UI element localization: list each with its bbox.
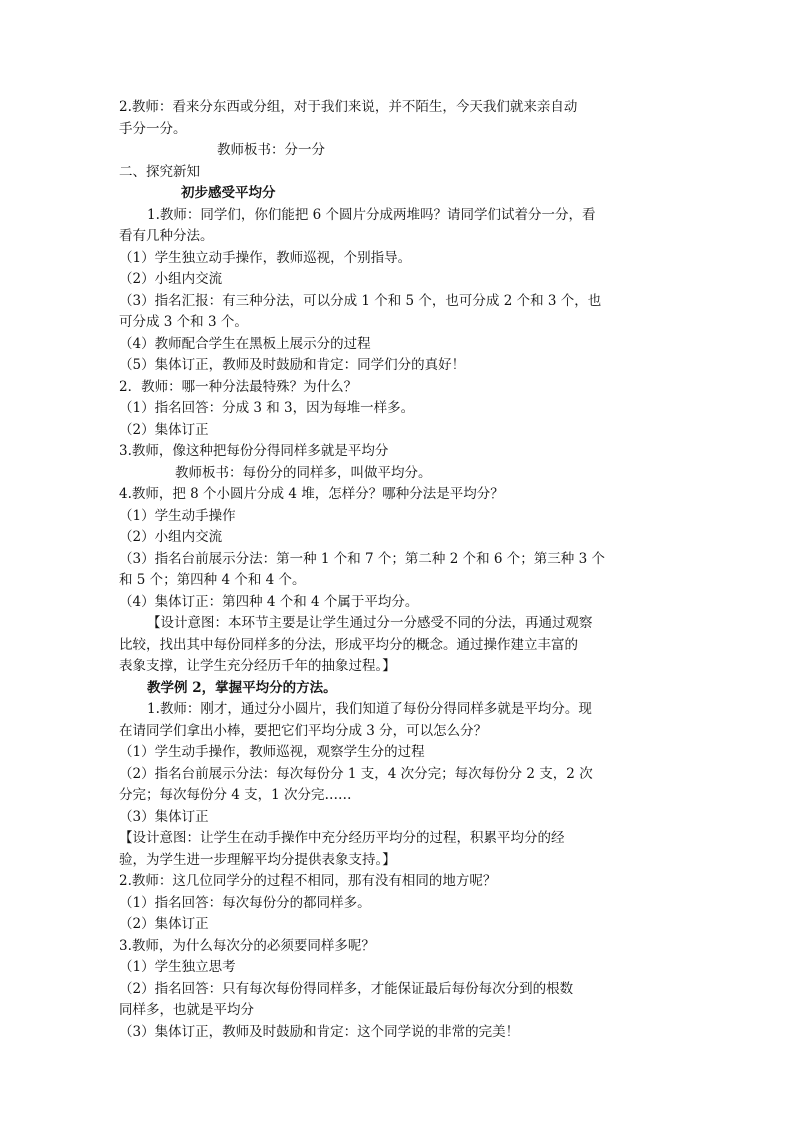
design-intent-note: 表象支撑，让学生充分经历千年的抽象过程。】 [119,658,396,674]
text-line: 分完；每次每份分 4 支，1 次分完…… [119,787,352,803]
text-line: 1.教师：同学们，你们能把 6 个圆片分成两堆吗？请同学们试着分一分，看 [147,206,596,223]
text-line: （1）学生动手操作，教师巡视，观察学生分的过程 [119,744,425,760]
text-line: 2．教师：哪一种分法最特殊？为什么？ [119,378,358,395]
text-line: 看有几种分法。 [119,228,214,244]
text-line: （3）集体订正 [119,808,209,825]
text-line: 2.教师：看来分东西或分组，对于我们来说，并不陌生，今天我们就来亲自动 [119,99,578,115]
document-page [119,97,679,1043]
design-intent-note: 【设计意图：本环节主要是让学生通过分一分感受不同的分法，再通过观察 [147,615,593,631]
text-line: （2）集体订正 [119,916,209,932]
design-intent-note: 比较，找出其中每份同样多的分法，形成平均分的概念。通过操作建立丰富的 [119,636,578,653]
board-writing: 教师板书：分一分 [217,142,325,158]
board-writing: 教师板书：每份分的同样多，叫做平均分。 [175,464,432,481]
text-line: （1）学生动手操作 [119,507,236,524]
text-line: （4）教师配合学生在黑板上展示分的过程 [119,335,371,352]
text-line: 3.教师，像这种把每份分得同样多就是平均分 [119,443,389,459]
text-line: 手分一分。 [119,120,187,137]
section-heading: 二、探究新知 [119,163,200,180]
subsection-heading: 初步感受平均分 [181,185,276,201]
text-line: （2）小组内交流 [119,271,223,287]
text-line: 可分成 3 个和 3 个。 [119,314,248,330]
text-line: 在请同学们拿出小棒，要把它们平均分成 3 分，可以怎么分？ [119,722,488,739]
text-line: 1.教师：刚才，通过分小圆片，我们知道了每份分得同样多就是平均分。现 [147,701,592,717]
text-line: （1）学生独立思考 [119,959,236,975]
text-line: （4）集体订正：第四种 4 个和 4 个属于平均分。 [119,593,419,610]
text-line: 3.教师，为什么每次分的必须要同样多呢？ [119,937,375,954]
text-line: 同样多，也就是平均分 [119,1002,254,1018]
text-line: （3）指名汇报：有三种分法，可以分成 1 个和 5 个，也可分成 2 个和 3 个，也 [119,292,602,309]
text-line: 4.教师，把 8 个小圆片分成 4 堆，怎样分？哪种分法是平均分？ [119,486,504,502]
text-line: （3）指名台前展示分法：第一种 1 个和 7 个；第二种 2 个和 6 个；第三种 3 个 [119,550,605,567]
design-intent-note: 验，为学生进一步理解平均分提供表象支持。】 [119,851,396,868]
text-line: （2）指名台前展示分法：每次每份分 1 支，4 次分完；每次每份分 2 支，2 次 [119,765,593,782]
text-line: （1）学生独立动手操作，教师巡视，个别指导。 [119,249,412,266]
text-line: （1）指名回答：分成 3 和 3，因为每堆一样多。 [119,400,415,416]
text-line: 2.教师：这几位同学分的过程不相同，那有没有相同的地方呢？ [119,873,497,889]
text-line: （2）指名回答：只有每次每份得同样多，才能保证最后每份每次分到的根数 [119,980,574,997]
text-line: （2）小组内交流 [119,529,223,545]
text-line: （2）集体订正 [119,421,209,438]
subsection-heading: 教学例 2，掌握平均分的方法。 [147,679,337,696]
text-line: （3）集体订正，教师及时鼓励和肯定：这个同学说的非常的完美！ [119,1023,520,1040]
design-intent-note: 【设计意图：让学生在动手操作中充分经历平均分的过程，积累平均分的经 [119,830,565,846]
text-line: 和 5 个；第四种 4 个和 4 个。 [119,572,306,588]
text-line: （1）指名回答：每次每份分的都同样多。 [119,894,371,911]
text-line: （5）集体订正，教师及时鼓励和肯定：同学们分的真好！ [119,357,466,373]
